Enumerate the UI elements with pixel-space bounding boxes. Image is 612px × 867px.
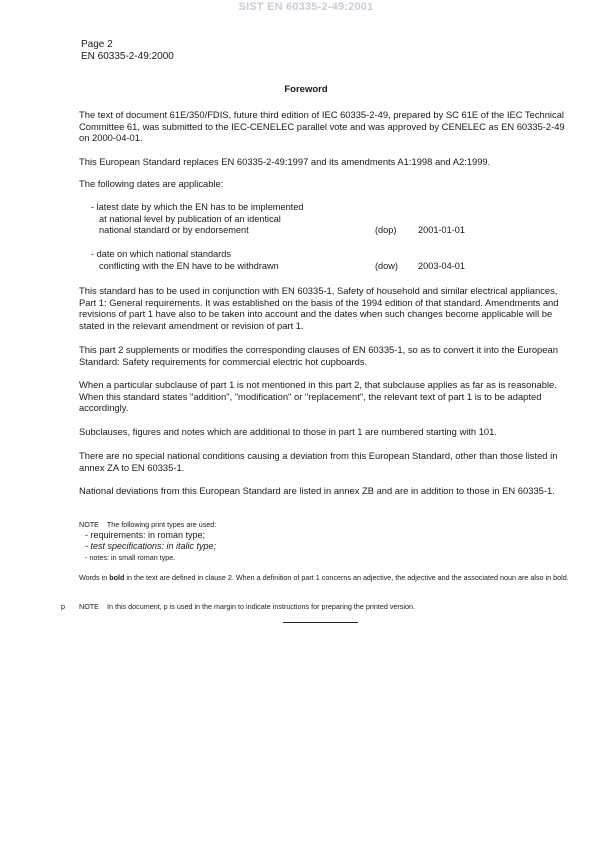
paragraph-supplements: This part 2 supplements or modifies the corresponding clauses of EN 60335-1, so as to convert it into the European Standard: Safety requirements for commercial electric hot cupboards. [79, 344, 558, 367]
paragraph-replaces: This European Standard replaces EN 60335-2-49:1997 and its amendments A1:1998 and A2:1999. [79, 156, 491, 167]
bold-note-bold: bold [109, 573, 125, 582]
note-print-types: NOTE The following print types are used: [79, 520, 217, 529]
paragraph-numbering: Subclauses, figures and notes which are additional to those in part 1 are numbered starting with 101. [79, 426, 497, 437]
date-dop-line: at national level by publication of an identical [99, 213, 281, 224]
date-dop-description [91, 202, 351, 237]
date-dop-line: - latest date by which the EN has to be implemented [91, 202, 304, 212]
date-dop-value: 2001-01-01 [418, 225, 465, 235]
margin-note: NOTE In this document, p is used in the margin to indicate instructions for preparing the printed version. [79, 602, 415, 611]
paragraph-special-conditions: There are no special national conditions causing a deviation from this European Standard, other than those listed in annex ZA to EN 60335-1. [79, 450, 558, 473]
paragraph-conjunction: This standard has to be used in conjunction with EN 60335-1, Safety of household and similar electrical appliances, Part 1: General requirements. It was established on the basis of the 1994 edition of that standard. Amendments and revisions of part 1 have also to be taken into account and the dates when such changes become applicable will be stated in the relevant amendment or revision of part 1. [79, 285, 559, 331]
note-item-tests [85, 541, 216, 552]
date-dop-abbr: (dop) [375, 225, 397, 235]
note-item-tests-text: - test specifications: in italic type; [85, 541, 217, 551]
paragraph-dates-intro: The following dates are applicable: [79, 178, 224, 189]
date-dow-line: - date on which national standards [91, 249, 231, 259]
paragraph-national-deviations: National deviations from this European Standard are listed in annex ZB and are in addition to those in EN 60335-1. [79, 485, 555, 496]
note-item-notes: - notes: in small roman type. [85, 553, 176, 562]
page-title: Foreword [284, 84, 328, 95]
document-id: EN 60335-2-49:2000 [81, 51, 174, 62]
bold-definition-note [79, 573, 569, 582]
paragraph-intro: The text of document 61E/350/FDIS, future third edition of IEC 60335-2-49, prepared by SC 61E of the IEC Technical Committee 61, was submitted to the IEC-CENELEC parallel vote and was approved by CENELEC as EN 60335-2-49 on 2000-04-01. [79, 109, 565, 143]
margin-marker: p [61, 602, 65, 611]
end-rule [283, 622, 358, 623]
watermark: SIST EN 60335-2-49:2001 [238, 1, 374, 13]
date-dop-line: national standard or by endorsement [99, 225, 249, 235]
date-dow-abbr: (dow) [375, 261, 398, 271]
note-item-requirements: - requirements: in roman type; [85, 530, 206, 540]
date-dow-line: conflicting with the EN have to be withdrawn [99, 260, 279, 271]
bold-note-after: in the text are defined in clause 2. When a definition of part 1 concerns an adjective, the adjective and the associated noun are also in bold. [124, 573, 569, 582]
bold-note-before: Words in [79, 573, 110, 582]
page-number: Page 2 [81, 39, 113, 50]
date-dow-value: 2003-04-01 [418, 261, 465, 271]
paragraph-subclause: When a particular subclause of part 1 is not mentioned in this part 2, that subclause applies as far as is reasonable. When this standard states "addition", "modification" or "replacement", the relevant text of part 1 is to be adapted accordingly. [79, 379, 557, 413]
date-dow-description [91, 249, 351, 272]
